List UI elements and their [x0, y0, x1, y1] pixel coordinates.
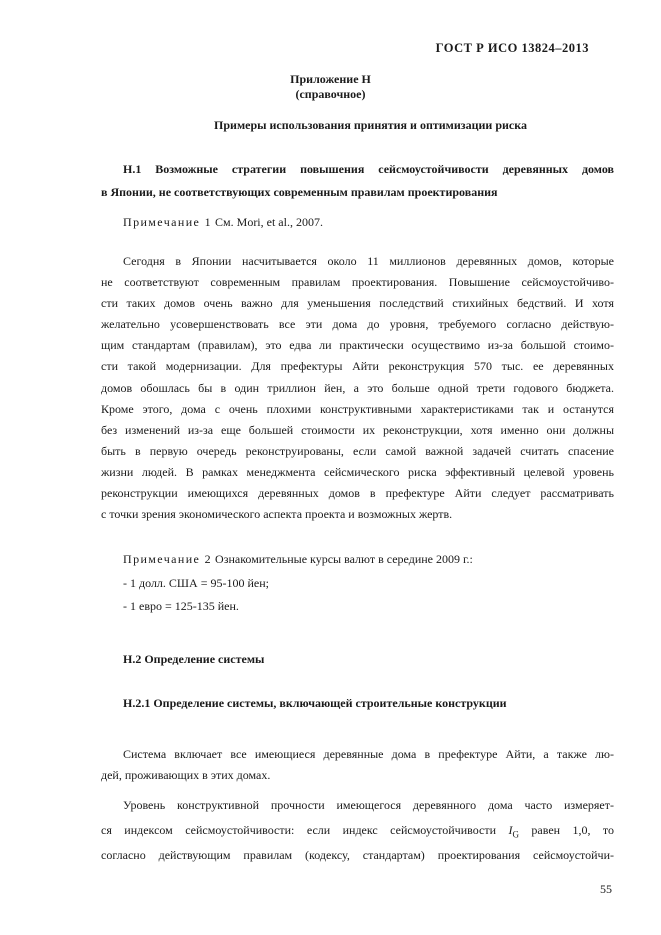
page-number: 55 — [600, 882, 612, 896]
note-1-text: См. Mori, et al., 2007. — [215, 215, 323, 229]
appendix-heading: Примеры использования принятия и оптимизации риска — [214, 118, 527, 132]
seismic-index-symbol: $I_G$ — [508, 823, 519, 840]
note-1 — [123, 215, 323, 230]
paragraph-2-line: Система включает все имеющиеся деревянные дома в префектуре Айти, а также лю- — [123, 747, 614, 761]
rate-item-eur: - 1 евро = 125-135 йен. — [123, 599, 239, 613]
appendix-title: Приложение Н — [290, 72, 371, 86]
paragraph-1-line: домов обошлась бы в один триллион йен, а это больше одной трети годового бюджета. — [101, 380, 614, 395]
paragraph-3-line: согласно действующим правилам (кодексу, стандартам) проектирования сейсмоустойчи- — [101, 848, 614, 862]
paragraph-1-line: не соответствуют современным правилам проектирования. Повышение сейсмоустойчиво- — [101, 275, 614, 290]
section-h1-line1: Н.1 Возможные стратегии повышения сейсмоустойчивости деревянных домов — [123, 162, 614, 176]
section-h21-heading: Н.2.1 Определение системы, включающей строительные конструкции — [123, 696, 507, 710]
note-1-label: Примечание 1 — [123, 215, 213, 229]
paragraph-1-line: быть в первую очередь реконструированы, если самой важной задачей считать спасение — [101, 443, 614, 458]
paragraph-1-line: щим стандартам (правилам), это едва ли практически осуществимо из-за большой стоимо- — [101, 338, 614, 353]
section-h1-heading — [123, 159, 614, 180]
appendix-subtitle: (справочное) — [295, 87, 366, 101]
paragraph-1-line: Сегодня в Японии насчитывается около 11 миллионов деревянных домов, которые — [123, 254, 614, 268]
paragraph-2-line: дей, проживающих в этих домах. — [101, 768, 271, 783]
paragraph-1-line: сти такой модернизации. Для префектуры Айти реконструкция 570 тыс. ее деревянных — [101, 359, 614, 374]
paragraph-1-line: желательно усовершенствовать все эти дома до уровня, требуемого согласно действую- — [101, 317, 614, 332]
paragraph-1-line: без изменений из-за еще большей стоимости их реконструкции, хотя именно они должны — [101, 422, 614, 437]
paragraph-2 — [101, 744, 614, 786]
note-2-text: Ознакомительные курсы валют в середине 2009 г.: — [215, 552, 473, 566]
paragraph-3 — [101, 793, 614, 868]
paragraph-3-text-before: ся индексом сейсмоустойчивости: если индекс сейсмоустойчивости — [101, 823, 497, 837]
paragraph-1-line: жизни людей. В рамках менеджмента сейсмического риска эффективный целевой уровень — [101, 464, 614, 479]
note-2-label: Примечание 2 — [123, 552, 213, 566]
section-h1-line2: в Японии, не соответствующих современным правилам проектирования — [101, 185, 498, 199]
paragraph-1-line: сти таких домов очень важно для уменьшения последствий стихийных бедствий. И хотя — [101, 296, 614, 311]
paragraph-1-line: реконструкции имеющихся деревянных домов в префектуре Айти следует рассматривать — [101, 486, 614, 501]
paragraph-3-line: Уровень конструктивной прочности имеющегося деревянного дома часто измеряет- — [123, 798, 614, 812]
paragraph-3-line-with-symbol — [101, 818, 614, 843]
section-h2-heading: Н.2 Определение системы — [123, 652, 265, 666]
paragraph-1 — [101, 251, 614, 525]
paragraph-3-text-after: равен 1,0, то — [531, 823, 615, 837]
paragraph-1-line: с точки зрения экономического аспекта проекта и возможных жертв. — [101, 507, 453, 522]
rate-item-usd: - 1 долл. США = 95-100 йен; — [123, 576, 269, 590]
note-2 — [123, 552, 473, 567]
paragraph-1-line: Кроме этого, дома с очень плохими конструктивными характеристиками так и останутся — [101, 401, 614, 416]
standard-header: ГОСТ Р ИСО 13824–2013 — [435, 41, 589, 55]
